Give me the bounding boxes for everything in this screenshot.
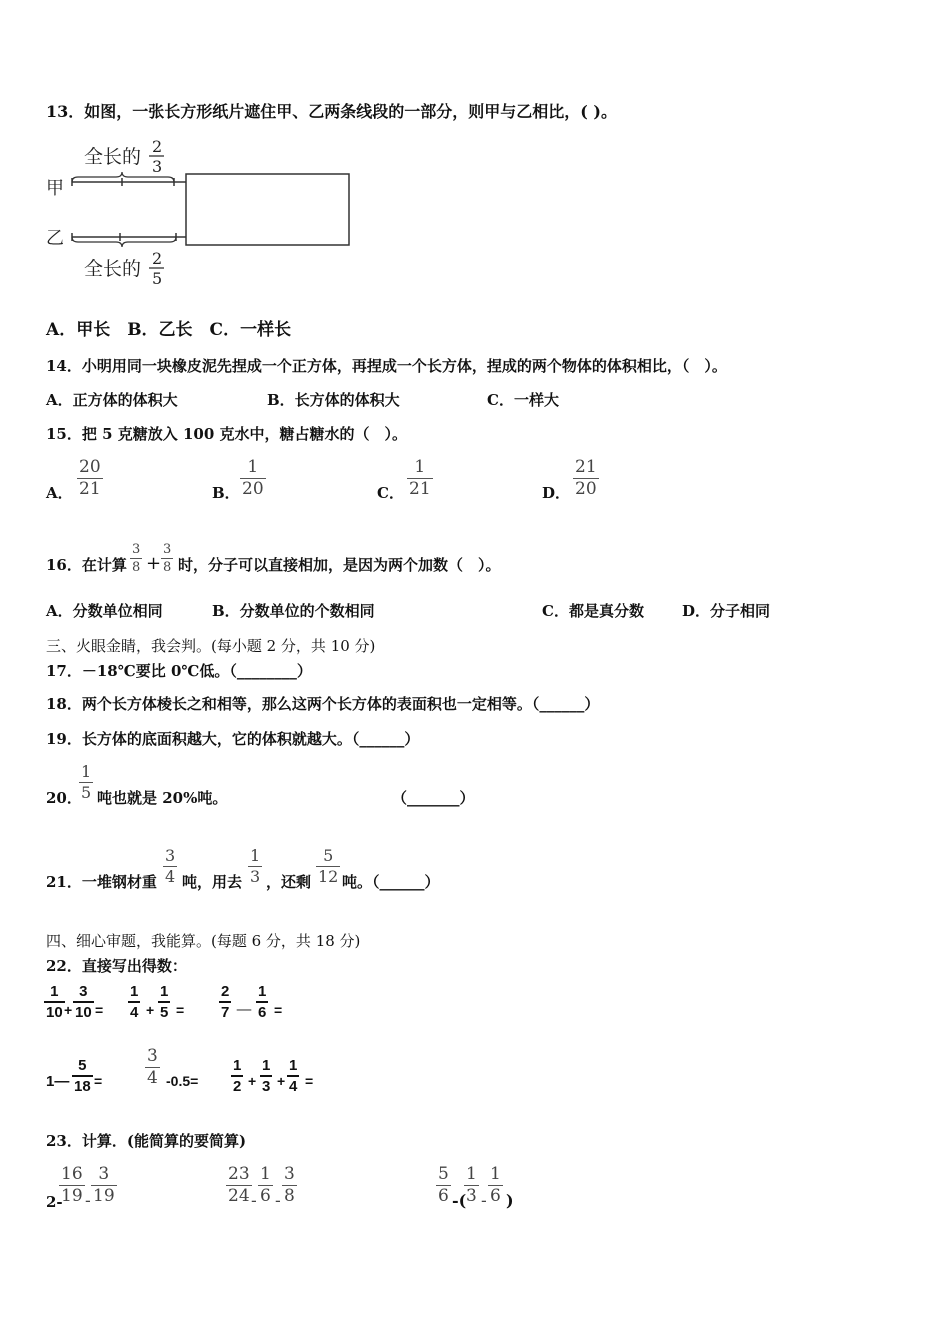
q22-e4-eq: =: [94, 1073, 103, 1089]
q22-e1-op: +: [64, 1002, 73, 1018]
q22-e2-op: +: [146, 1002, 155, 1018]
q13-text: 13．如图，一张长方形纸片遮住甲、乙两条线段的一部分，则甲与乙相比，( )。: [46, 102, 617, 121]
q23-e1-frac-1: 16 19: [61, 1164, 83, 1206]
q22-e6-frac-2: 1 3: [262, 1057, 271, 1095]
q22-e2-frac-2: 1 5: [160, 983, 169, 1021]
section-4-title: 四、细心审题，我能算。(每题 6 分，共 18 分): [46, 932, 361, 950]
q14-option-c: C．一样大: [487, 391, 559, 409]
q20-suffix: 吨也就是 20%吨。: [97, 789, 228, 807]
q16-option-a: A．分数单位相同: [46, 602, 163, 620]
q13-bottom-den: 5: [152, 269, 163, 288]
q15-option-b-label: B．: [212, 484, 240, 502]
q14-text: 14．小明用同一块橡皮泥先捏成一个正方体，再捏成一个长方体，捏成的两个物体的体积相比，（ ）。: [46, 357, 727, 375]
q22-e1-frac-2: 3 10: [75, 983, 92, 1021]
q17-text: 17．－18℃要比 0℃低。（________）: [46, 662, 312, 680]
q16-option-d: D．分子相同: [682, 602, 771, 620]
q15-option-a-fraction: 20 21: [79, 457, 101, 499]
q20-prefix: 20．: [46, 789, 82, 807]
q23-e2-frac-2: 1 6: [260, 1164, 271, 1206]
q22-e6-op-1: +: [248, 1073, 257, 1089]
q18-text: 18．两个长方体棱长之和相等，那么这两个长方体的表面积也一定相等。（______）: [46, 695, 600, 713]
q22-e4-prefix: 1—: [46, 1073, 70, 1090]
section-3-title: 三、火眼金睛，我会判。(每小题 2 分，共 10 分): [46, 637, 376, 655]
q16-option-c: C．都是真分数: [542, 602, 644, 620]
q22-e3-frac-2: 1 6: [258, 983, 267, 1021]
q13-options: A．甲长 B．乙长 C．一样长: [46, 320, 292, 340]
q14-option-a: A．正方体的体积大: [46, 391, 178, 409]
q15-option-d-label: D．: [542, 484, 571, 502]
q23-e2-frac-1: 23 24: [228, 1164, 250, 1206]
q22-e6-frac-3: 1 4: [289, 1057, 298, 1095]
q23-e1-op: -: [85, 1191, 91, 1211]
q16-fraction-2: 3 8: [163, 542, 172, 575]
q22-e6-op-2: +: [277, 1073, 286, 1089]
q16-suffix: 时，分子可以直接相加，是因为两个加数（ ）。: [178, 556, 501, 574]
q21-mid-2: ，还剩: [266, 873, 312, 891]
q22-title: 22．直接写出得数：: [46, 957, 187, 975]
q20-answer-blank[interactable]: （_______）: [392, 789, 475, 807]
q21-fraction-1: 3 4: [165, 846, 176, 886]
q23-e3-frac-2: 1 3: [466, 1164, 477, 1206]
q23-e1-prefix: 2-: [46, 1193, 63, 1211]
q16-plus: +: [146, 553, 162, 574]
q15-option-b-fraction: 1 20: [242, 457, 264, 499]
q23-e3-op-1: -(: [452, 1191, 467, 1210]
q22-e3-eq: =: [274, 1002, 283, 1018]
q21-suffix: 吨。（______）: [342, 873, 440, 891]
q22-e2-frac-1: 1 4: [130, 983, 139, 1021]
q13-top-den: 3: [152, 157, 163, 176]
q23-e1-frac-2: 3 19: [93, 1164, 115, 1206]
q15-option-d-fraction: 21 20: [575, 457, 597, 499]
q23-e3-op-2: -: [481, 1191, 487, 1211]
q21-fraction-3: 5 12: [318, 846, 339, 886]
q20-fraction: 1 5: [81, 762, 92, 802]
q13-bottom-caption: 全长的: [84, 258, 142, 280]
q22-e4-fraction: 5 18: [74, 1057, 91, 1095]
q13-bottom-num: 2: [152, 249, 163, 268]
q23-e3-frac-1: 5 6: [438, 1164, 449, 1206]
q13-top-num: 2: [152, 137, 163, 156]
q23-e2-op-1: -: [251, 1191, 257, 1211]
q22-e3-frac-1: 2 7: [221, 983, 230, 1021]
q23-title: 23．计算．(能简算的要简算): [46, 1132, 247, 1150]
q15-option-c-fraction: 1 21: [409, 457, 431, 499]
q22-e1-frac-1: 1 10: [46, 983, 63, 1021]
q23-e2-frac-3: 3 8: [284, 1164, 295, 1206]
q14-option-b: B．长方体的体积大: [267, 391, 400, 409]
q21-mid-1: 吨，用去: [182, 873, 243, 891]
q21-fraction-2: 1 3: [250, 846, 261, 886]
q13-top-caption: 全长的: [84, 146, 142, 168]
q23-e3-frac-3: 1 6: [490, 1164, 501, 1206]
q22-e6-eq: =: [305, 1073, 314, 1089]
q16-prefix: 16．在计算: [46, 556, 127, 574]
q16-option-b: B．分数单位的个数相同: [212, 602, 375, 620]
q21-prefix: 21．一堆钢材重: [46, 873, 157, 891]
q15-option-a-label: A．: [46, 484, 73, 502]
q23-e2-op-2: -: [275, 1191, 281, 1211]
q19-text: 19．长方体的底面积越大，它的体积就越大。（______）: [46, 730, 420, 748]
q22-e5-suffix: -0.5=: [166, 1073, 199, 1089]
q13-label-yi: 乙: [46, 228, 64, 249]
q15-text: 15．把 5 克糖放入 100 克水中，糖占糖水的（ ）。: [46, 425, 408, 443]
q22-e3-op: —: [236, 999, 252, 1018]
q16-fraction-1: 3 8: [132, 542, 141, 575]
q13-paper-rect: [186, 174, 349, 245]
q22-e1-eq: =: [95, 1002, 104, 1018]
q23-e3-close: ): [506, 1191, 514, 1210]
q13-figure: [44, 135, 364, 290]
q22-e5-fraction: 3 4: [147, 1046, 158, 1088]
q22-e6-frac-1: 1 2: [233, 1057, 242, 1095]
q22-e2-eq: =: [176, 1002, 185, 1018]
q13-label-jia: 甲: [46, 178, 64, 199]
q15-option-c-label: C．: [377, 484, 404, 502]
